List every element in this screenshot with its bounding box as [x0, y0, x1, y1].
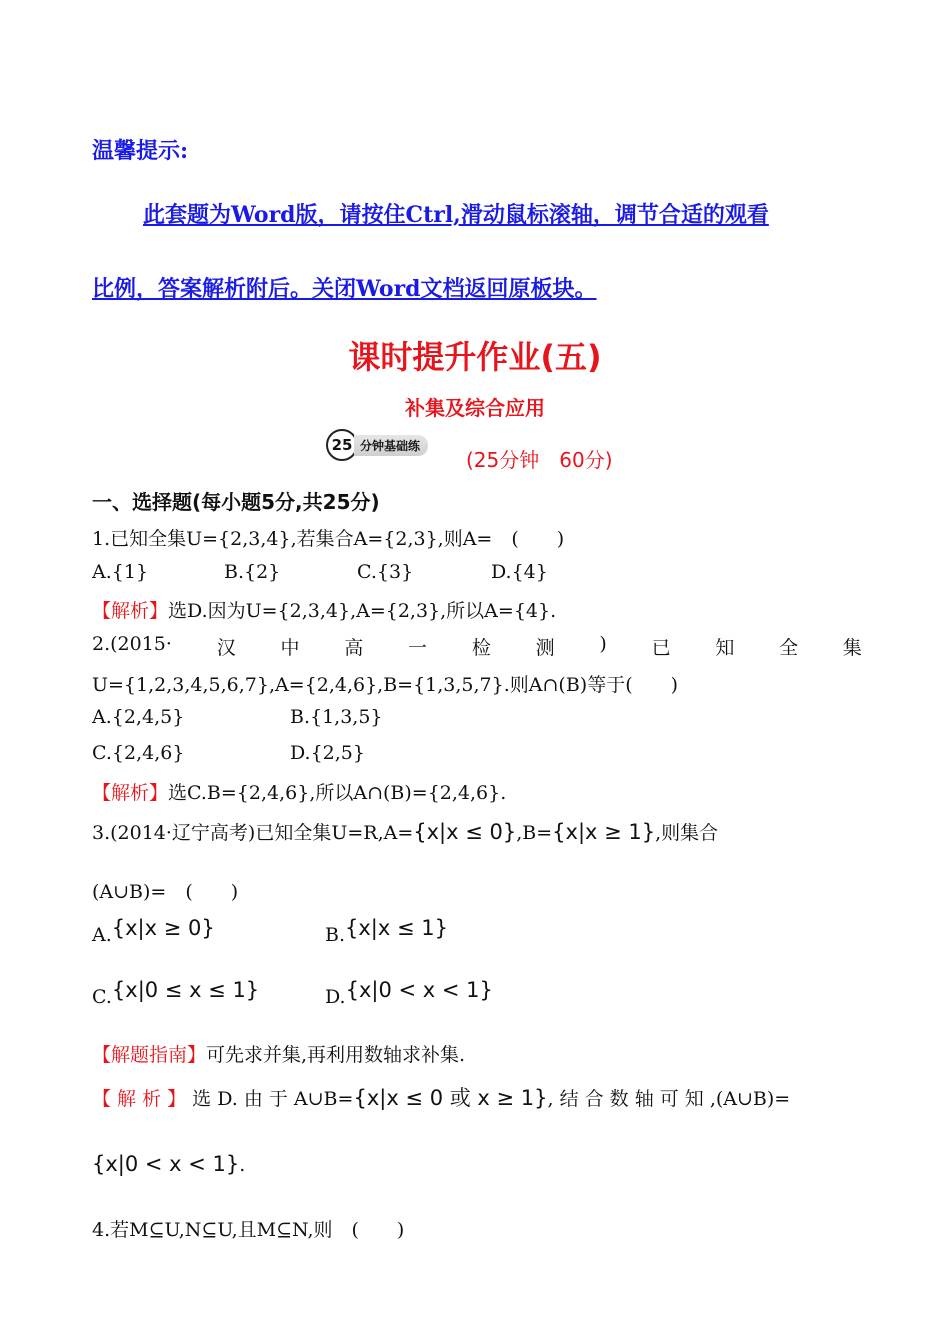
q2-option-c: C.{2,4,6}: [92, 742, 185, 764]
q3-solution-tag: 【 解 析 】: [92, 1088, 187, 1110]
q2-stem-part: 测: [535, 637, 555, 659]
q1-solution-tag: 【解析】: [92, 600, 169, 622]
q2-option-d: D.{2,5}: [290, 742, 365, 764]
q3-option-b-label: B.: [325, 924, 346, 946]
q1-option-d: D.{4}: [491, 561, 548, 583]
time-badge: [326, 432, 428, 458]
q3-option-d-label: D.: [325, 986, 346, 1008]
q3-stem-post: ,则集合: [655, 822, 719, 844]
q3-set-a: {x|x ≤ 0}: [413, 820, 517, 844]
q2-solution-text: 选C.B={2,4,6},所以A∩(B)={2,4,6}.: [168, 782, 507, 804]
q3-solution-line2: [92, 1152, 245, 1176]
page-subtitle: 补集及综合应用: [405, 396, 545, 420]
q3-option-a-label: A.: [92, 924, 112, 946]
q2-option-b: B.{1,3,5}: [290, 706, 383, 728]
q3-solution-pre: 选 D. 由 于 A∪B=: [186, 1088, 354, 1110]
q3-solution-post: , 结 合 数 轴 可 知 ,(A∪B)=: [547, 1088, 791, 1110]
q3-guide-text: 可先求并集,再利用数轴求补集.: [206, 1044, 466, 1066]
tip-line-1[interactable]: 此套题为Word版，请按住Ctrl,滑动鼠标滚轴，调节合适的观看: [143, 202, 769, 228]
q2-stem-part: 集: [842, 637, 862, 659]
q2-stem-part: 汉: [216, 637, 236, 659]
q3-guide: [92, 1040, 465, 1067]
q3-option-d-math: {x|0 < x < 1}: [345, 978, 493, 1002]
q3-option-c-math: {x|0 ≤ x ≤ 1}: [111, 978, 260, 1002]
q3-set-b: {x|x ≥ 1}: [552, 820, 656, 844]
tip-line-2[interactable]: 比例，答案解析附后。关闭Word文档返回原板块。: [92, 276, 597, 302]
q2-stem-part: 高: [344, 637, 364, 659]
q2-stem-part: 检: [471, 637, 491, 659]
q3-stem-pre: 3.(2014·辽宁高考)已知全集U=R,A=: [92, 822, 414, 844]
section-heading: 一、选择题(每小题5分,共25分): [92, 490, 380, 514]
q1-solution-text: 选D.因为U={2,3,4},A={2,3},所以A={4}.: [168, 600, 557, 622]
q3-option-d: [325, 978, 493, 1008]
q3-stem-line1: [92, 818, 718, 845]
q2-stem-part: 2.(2015·: [92, 633, 172, 655]
q2-stem-part: 全: [779, 637, 799, 659]
q2-stem-part: 知: [715, 637, 735, 659]
q3-solution-answer-math: {x|0 < x < 1}: [92, 1152, 240, 1176]
q2-option-a: A.{2,4,5}: [92, 706, 185, 728]
q3-option-a-math: {x|x ≥ 0}: [111, 916, 215, 940]
q3-option-b-math: {x|x ≤ 1}: [345, 916, 448, 940]
q3-guide-tag: 【解题指南】: [92, 1044, 207, 1066]
q2-stem-part: 已: [651, 637, 671, 659]
q2-stem-part: ): [599, 633, 607, 655]
q2-stem-line2: U={1,2,3,4,5,6,7},A={2,4,6},B={1,3,5,7}.则A∩(B)等于( ): [92, 674, 679, 696]
q2-stem-part: 一: [408, 637, 428, 659]
q3-stem-mid: ,B=: [516, 822, 553, 844]
q3-stem-line2: (A∪B)= ( ): [92, 881, 239, 903]
page-title: 课时提升作业(五): [348, 338, 602, 376]
q2-stem-line1: [92, 633, 862, 660]
q3-option-c-label: C.: [92, 986, 112, 1008]
q3-solution-math: {x|x ≤ 0 或 x ≥ 1}: [353, 1086, 548, 1110]
timing-text: (25分钟 60分): [466, 448, 613, 472]
q3-option-c: [92, 978, 260, 1008]
q1-stem: 1.已知全集U={2,3,4},若集合A={2,3},则A= ( ): [92, 528, 565, 550]
badge-number: 25: [326, 429, 358, 461]
q2-solution: [92, 778, 506, 805]
q3-solution-line1: [92, 1082, 790, 1112]
q3-solution-end: .: [239, 1154, 246, 1176]
q2-solution-tag: 【解析】: [92, 782, 169, 804]
q4-stem: 4.若M⊆U,N⊆U,且M⊆N,则 ( ): [92, 1219, 405, 1241]
q1-solution: [92, 596, 556, 623]
q1-option-b: B.{2}: [224, 561, 281, 583]
q1-option-c: C.{3}: [357, 561, 414, 583]
q3-option-b: [325, 916, 448, 946]
badge-label: 分钟基础练: [354, 435, 428, 456]
tip-heading: 温馨提示:: [92, 138, 189, 164]
q3-option-a: [92, 916, 215, 946]
q2-stem-part: 中: [280, 637, 300, 659]
q1-option-a: A.{1}: [92, 561, 149, 583]
